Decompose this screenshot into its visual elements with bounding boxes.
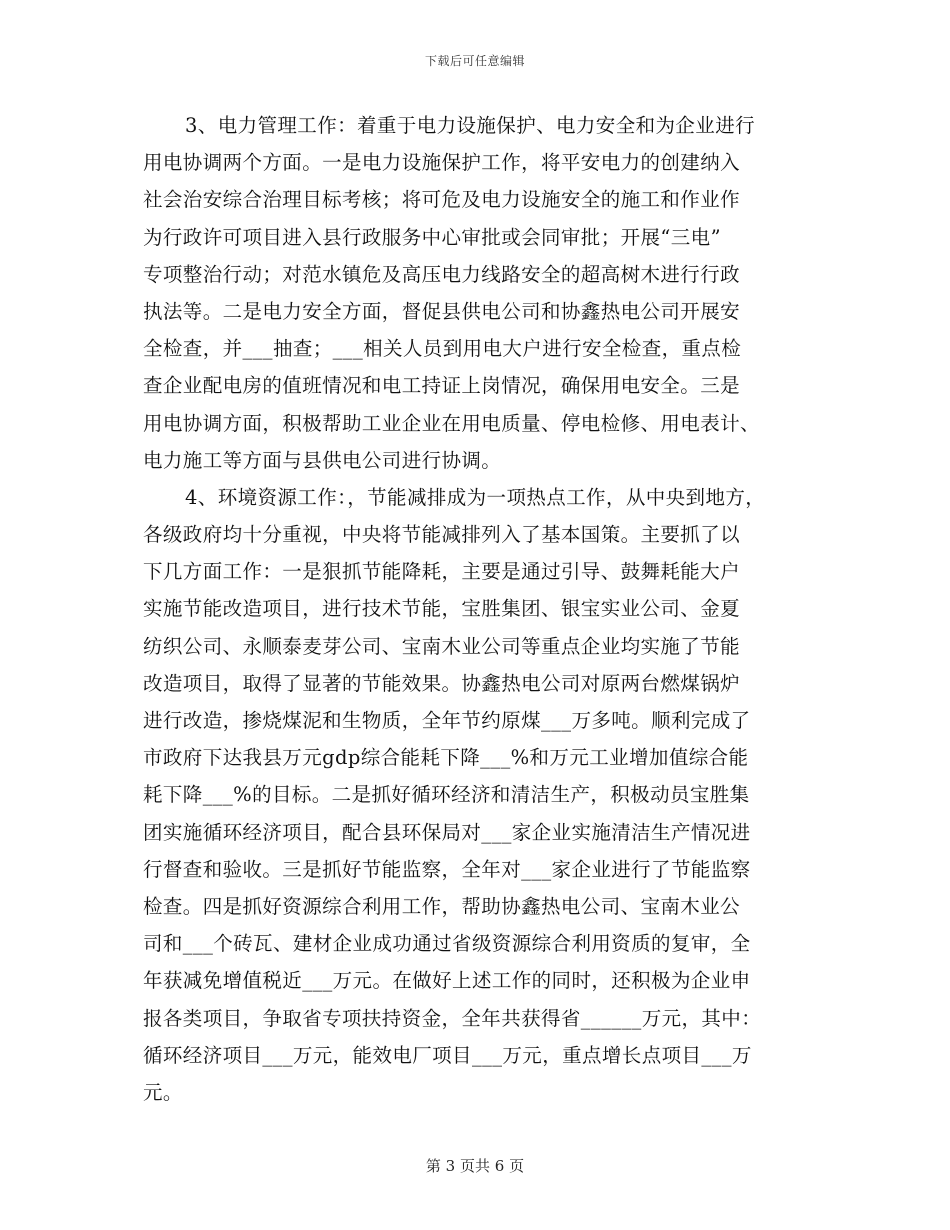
text-line: 循环经济项目___万元，能效电厂项目___万元，重点增长点项目___万: [143, 1043, 752, 1067]
header-note: 下载后可任意编辑: [424, 54, 525, 68]
body-text: [143, 107, 813, 1111]
paragraph-environment-resources: [143, 479, 813, 1111]
text-line: 报各类项目，争取省专项扶持资金，全年共获得省______万元，其中：: [143, 1006, 762, 1030]
text-line: 用电协调两个方面。一是电力设施保护工作，将平安电力的创建纳入: [143, 151, 741, 175]
text-line: 年获减免增值税近___万元。在做好上述工作的同时，还积极为企业申: [143, 969, 751, 993]
text-line: 元。: [143, 1080, 183, 1104]
text-line: 各级政府均十分重视，中央将节能减排列入了基本国策。主要抓了以: [143, 523, 741, 547]
paragraph-electric-power: [143, 107, 813, 479]
text-line: 为行政许可项目进入县行政服务中心审批或会同审批；开展“三电”: [143, 225, 721, 249]
text-line: 检查。四是抓好资源综合利用工作，帮助协鑫热电公司、宝南木业公: [143, 894, 741, 918]
text-line: 用电协调方面，积极帮助工业企业在用电质量、停电检修、用电表计、: [143, 411, 760, 435]
text-line: 司和___个砖瓦、建材企业成功通过省级资源综合利用资质的复审，全: [143, 932, 751, 956]
text-line: 4、环境资源工作：，节能减排成为一项热点工作，从中央到地方，: [185, 485, 766, 509]
text-line: 团实施循环经济项目，配合县环保局对___家企业实施清洁生产情况进: [143, 820, 751, 844]
text-line: 专项整治行动；对范水镇危及高压电力线路安全的超高树木进行行政: [143, 262, 741, 286]
text-line: 行督查和验收。三是抓好节能监察，全年对___家企业进行了节能监察: [143, 857, 751, 881]
text-line: 进行改造，掺烧煤泥和生物质，全年节约原煤___万多吨。顺利完成了: [143, 709, 751, 732]
text-line: 市政府下达我县万元gdp综合能耗下降___%和万元工业增加值综合能: [143, 746, 749, 770]
text-line: 电力施工等方面与县供电公司进行协调。: [143, 448, 502, 472]
text-line: 社会治安综合治理目标考核；将可危及电力设施安全的施工和作业作: [143, 188, 741, 212]
text-line: 3、电力管理工作：着重于电力设施保护、电力安全和为企业进行: [185, 114, 756, 137]
text-line: 执法等。二是电力安全方面，督促县供电公司和协鑫热电公司开展安: [143, 299, 741, 323]
page-number-footer: 第 3 页共 6 页: [425, 1157, 525, 1175]
text-line: 下几方面工作：一是狠抓节能降耗，主要是通过引导、鼓舞耗能大户: [143, 560, 741, 584]
text-line: 全检查，并___抽查；___相关人员到用电大户进行安全检查，重点检: [143, 337, 742, 361]
text-line: 实施节能改造项目，进行技术节能，宝胜集团、银宝实业公司、金夏: [143, 597, 741, 621]
text-line: 纺织公司、永顺泰麦芽公司、宝南木业公司等重点企业均实施了节能: [143, 634, 741, 658]
text-line: 查企业配电房的值班情况和电工持证上岗情况，确保用电安全。三是: [143, 374, 741, 398]
text-line: 耗下降___%的目标。二是抓好循环经济和清洁生产，积极动员宝胜集: [143, 783, 750, 807]
text-line: 改造项目，取得了显著的节能效果。协鑫热电公司对原两台燃煤锅炉: [143, 671, 741, 695]
